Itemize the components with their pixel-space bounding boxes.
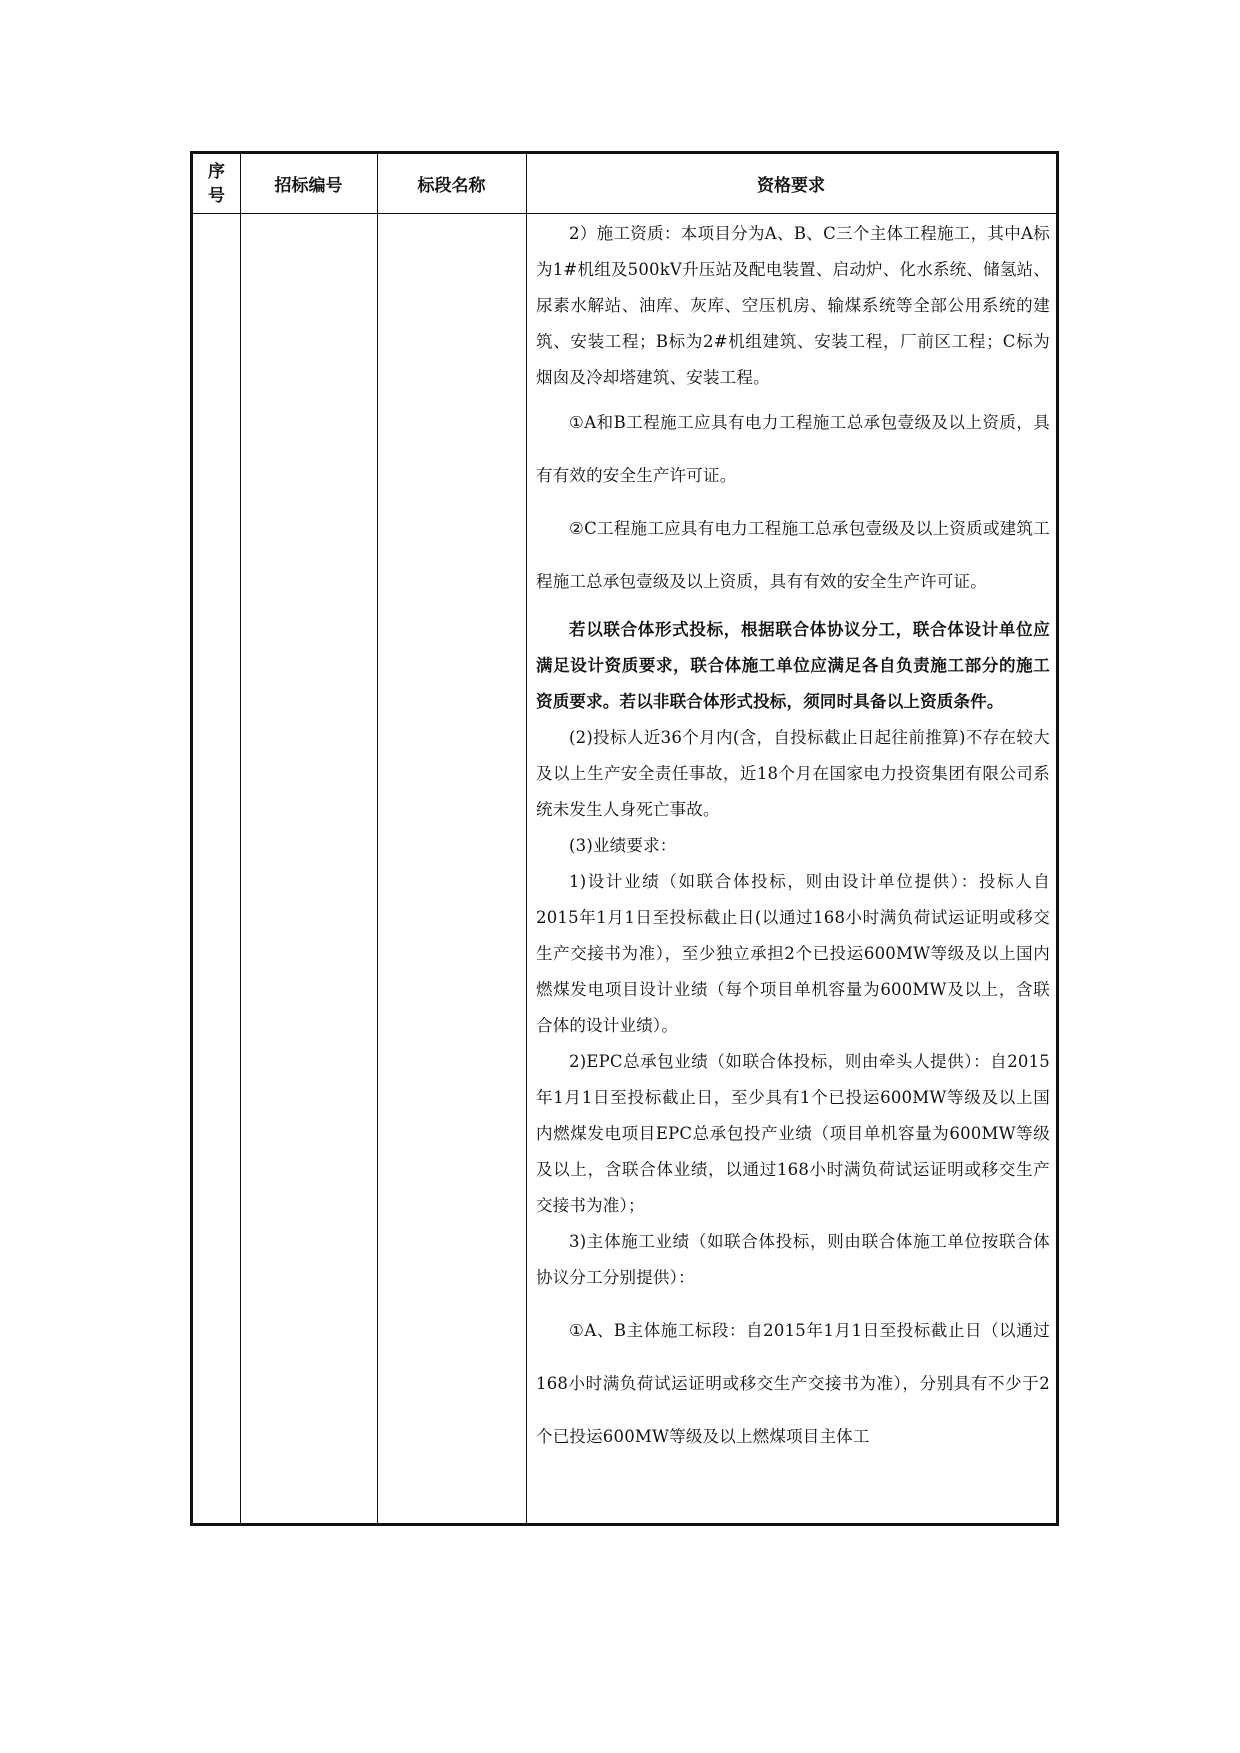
paragraph-ab-qualification: ①A和B工程施工应具有电力工程施工总承包壹级及以上资质，具有有效的安全生产许可证。 bbox=[536, 413, 1050, 485]
header-bid-no: 招标编号 bbox=[274, 176, 343, 196]
header-seq bbox=[193, 154, 240, 213]
qualification-content bbox=[536, 216, 1050, 1463]
paragraph-c-qualification: ②C工程施工应具有电力工程施工总承包壹级及以上资质或建筑工程施工总承包壹级及以上资质，具有有效的安全生产许可证。 bbox=[536, 519, 1050, 591]
paragraph-construction-qualification: 2）施工资质：本项目分为A、B、C三个主体工程施工，其中A标为1#机组及500kV升压站及配电装置、启动炉、化水系统、储氢站、尿素水解站、油库、灰库、空压机房、输煤系统等全部公用系统的建筑、安装工程；B标为2#机组建筑、安装工程，厂前区工程；C标为烟囱及冷却塔建筑、安装工程。 bbox=[536, 224, 1050, 387]
paragraph-design-performance: 1)设计业绩（如联合体投标，则由设计单位提供）：投标人自2015年1月1日至投标截止日(以通过168小时满负荷试运证明或移交生产交接书为准），至少独立承担2个已投运600MW等级及以上国内燃煤发电项目设计业绩（每个项目单机容量为600MW及以上，含联合体的设计业绩）。 bbox=[536, 872, 1050, 1035]
header-seq-bottom: 号 bbox=[208, 185, 225, 206]
header-seq-top: 序 bbox=[208, 161, 225, 182]
paragraph-ab-lot-performance: ①A、B主体施工标段：自2015年1月1日至投标截止日（以通过168小时满负荷试运证明或移交生产交接书为准），分别具有不少于2个已投运600MW等级及以上燃煤项目主体工 bbox=[536, 1321, 1050, 1446]
paragraph-performance-heading: (3)业绩要求： bbox=[569, 836, 677, 855]
header-lot-name: 标段名称 bbox=[417, 176, 486, 196]
paragraph-consortium-note: 若以联合体形式投标，根据联合体协议分工，联合体设计单位应满足设计资质要求，联合体施工单位应满足各自负责施工部分的施工资质要求。若以非联合体形式投标，须同时具备以上资质条件。 bbox=[536, 620, 1050, 711]
column-divider bbox=[240, 154, 241, 1523]
paragraph-safety-record: (2)投标人近36个月内(含，自投标截止日起往前推算)不存在较大及以上生产安全责任事故，近18个月在国家电力投资集团有限公司系统未发生人身死亡事故。 bbox=[536, 728, 1050, 819]
paragraph-epc-performance: 2)EPC总承包业绩（如联合体投标，则由牵头人提供）：自2015年1月1日至投标截止日，至少具有1个已投运600MW等级及以上国内燃煤发电项目EPC总承包投产业绩（项目单机容量为600MW等级及以上，含联合体业绩，以通过168小时满负荷试运证明或移交生产交接书为准）； bbox=[536, 1052, 1050, 1215]
qualification-table bbox=[190, 151, 1059, 1526]
header-qualification: 资格要求 bbox=[757, 176, 825, 196]
column-divider bbox=[377, 154, 378, 1523]
header-divider bbox=[193, 213, 1056, 214]
paragraph-construction-performance: 3)主体施工业绩（如联合体投标，则由联合体施工单位按联合体协议分工分别提供）： bbox=[536, 1232, 1050, 1287]
column-divider bbox=[526, 154, 527, 1523]
